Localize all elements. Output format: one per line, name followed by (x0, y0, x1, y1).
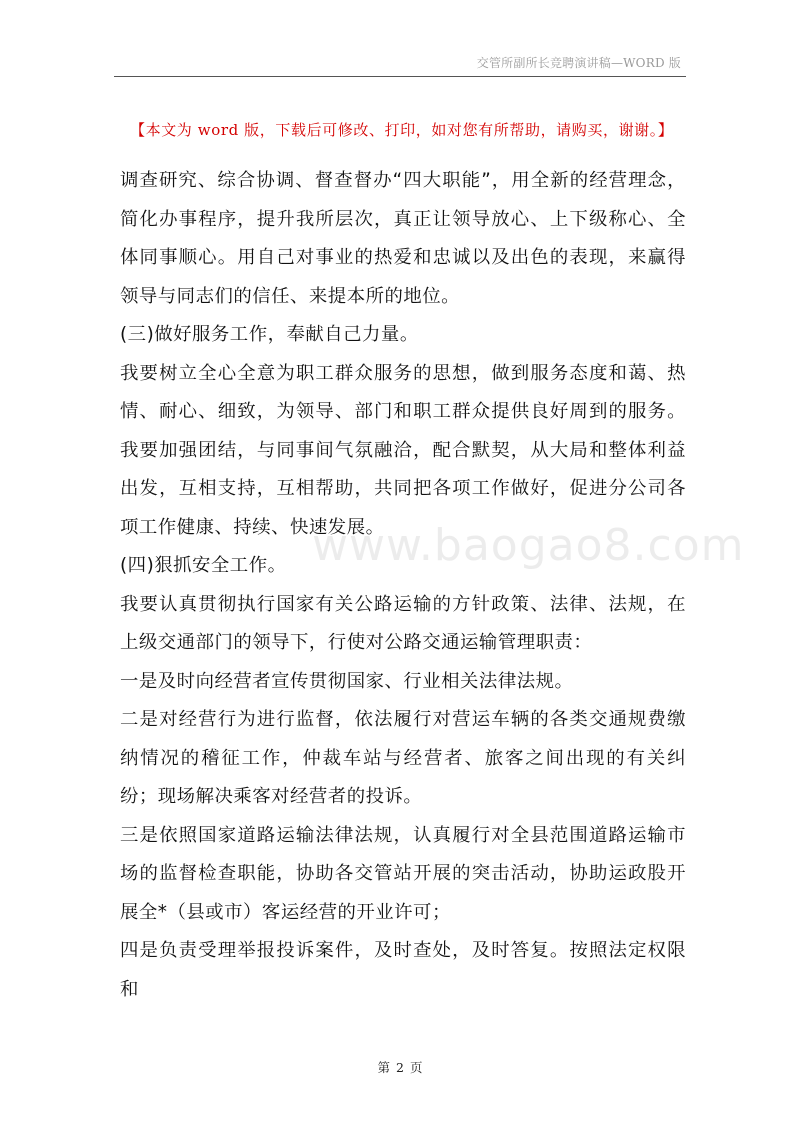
paragraph: 一是及时向经营者宣传贯彻国家、行业相关法律法规。 (120, 670, 574, 692)
paragraph: 调查研究、综合协调、督查督办“四大职能”，用全新的经营理念，简化办事程序，提升我所层次，真正让领导放心、上下级称心、全体同事顺心。用自己对事业的热爱和忠诚以及出色的表现，来赢得领导与同志们的信任、来提本所的地位。 (120, 170, 686, 307)
page-number-prefix: 第 (377, 1060, 391, 1075)
paragraph: 我要认真贯彻执行国家有关公路运输的方针政策、法律、法规，在上级交通部门的领导下，行使对公路交通运输管理职责： (120, 593, 686, 653)
watermark: www.baogao8.com (312, 520, 745, 571)
header-divider (114, 76, 686, 77)
page-number (0, 1058, 800, 1076)
body-text (120, 162, 686, 1009)
running-header: 交管所副所长竞聘演讲稿—WORD 版 (476, 56, 681, 70)
paragraph: 我要树立全心全意为职工群众服务的思想，做到服务态度和蔼、热情、耐心、细致，为领导、部门和职工群众提供良好周到的服务。我要加强团结，与同事间气氛融洽，配合默契，从大局和整体利益出发，互相支持，互相帮助，共同把各项工作做好，促进分公司各项工作健康、持续、快速发展。 (120, 362, 686, 538)
section-heading: (三)做好服务工作，奉献自己力量。 (120, 324, 419, 345)
section-heading: (四)狠抓安全工作。 (120, 555, 287, 576)
paragraph: 二是对经营行为进行监督，依法履行对营运车辆的各类交通规费缴纳情况的稽征工作，仲裁车站与经营者、旅客之间出现的有关纠纷；现场解决乘客对经营者的投诉。 (120, 709, 686, 807)
paragraph: 四是负责受理举报投诉案件，及时查处，及时答复。按照法定权限和 (120, 940, 686, 1000)
page-number-value: 2 (396, 1060, 404, 1075)
page-number-suffix: 页 (409, 1060, 423, 1075)
paragraph: 三是依照国家道路运输法律法规，认真履行对全县范围道路运输市场的监督检查职能，协助各交管站开展的突击活动，协助运政股开展全*（县或市）客运经营的开业许可； (120, 824, 686, 923)
download-notice: 【本文为 word 版，下载后可修改、打印，如对您有所帮助，请购买，谢谢。】 (130, 121, 674, 139)
